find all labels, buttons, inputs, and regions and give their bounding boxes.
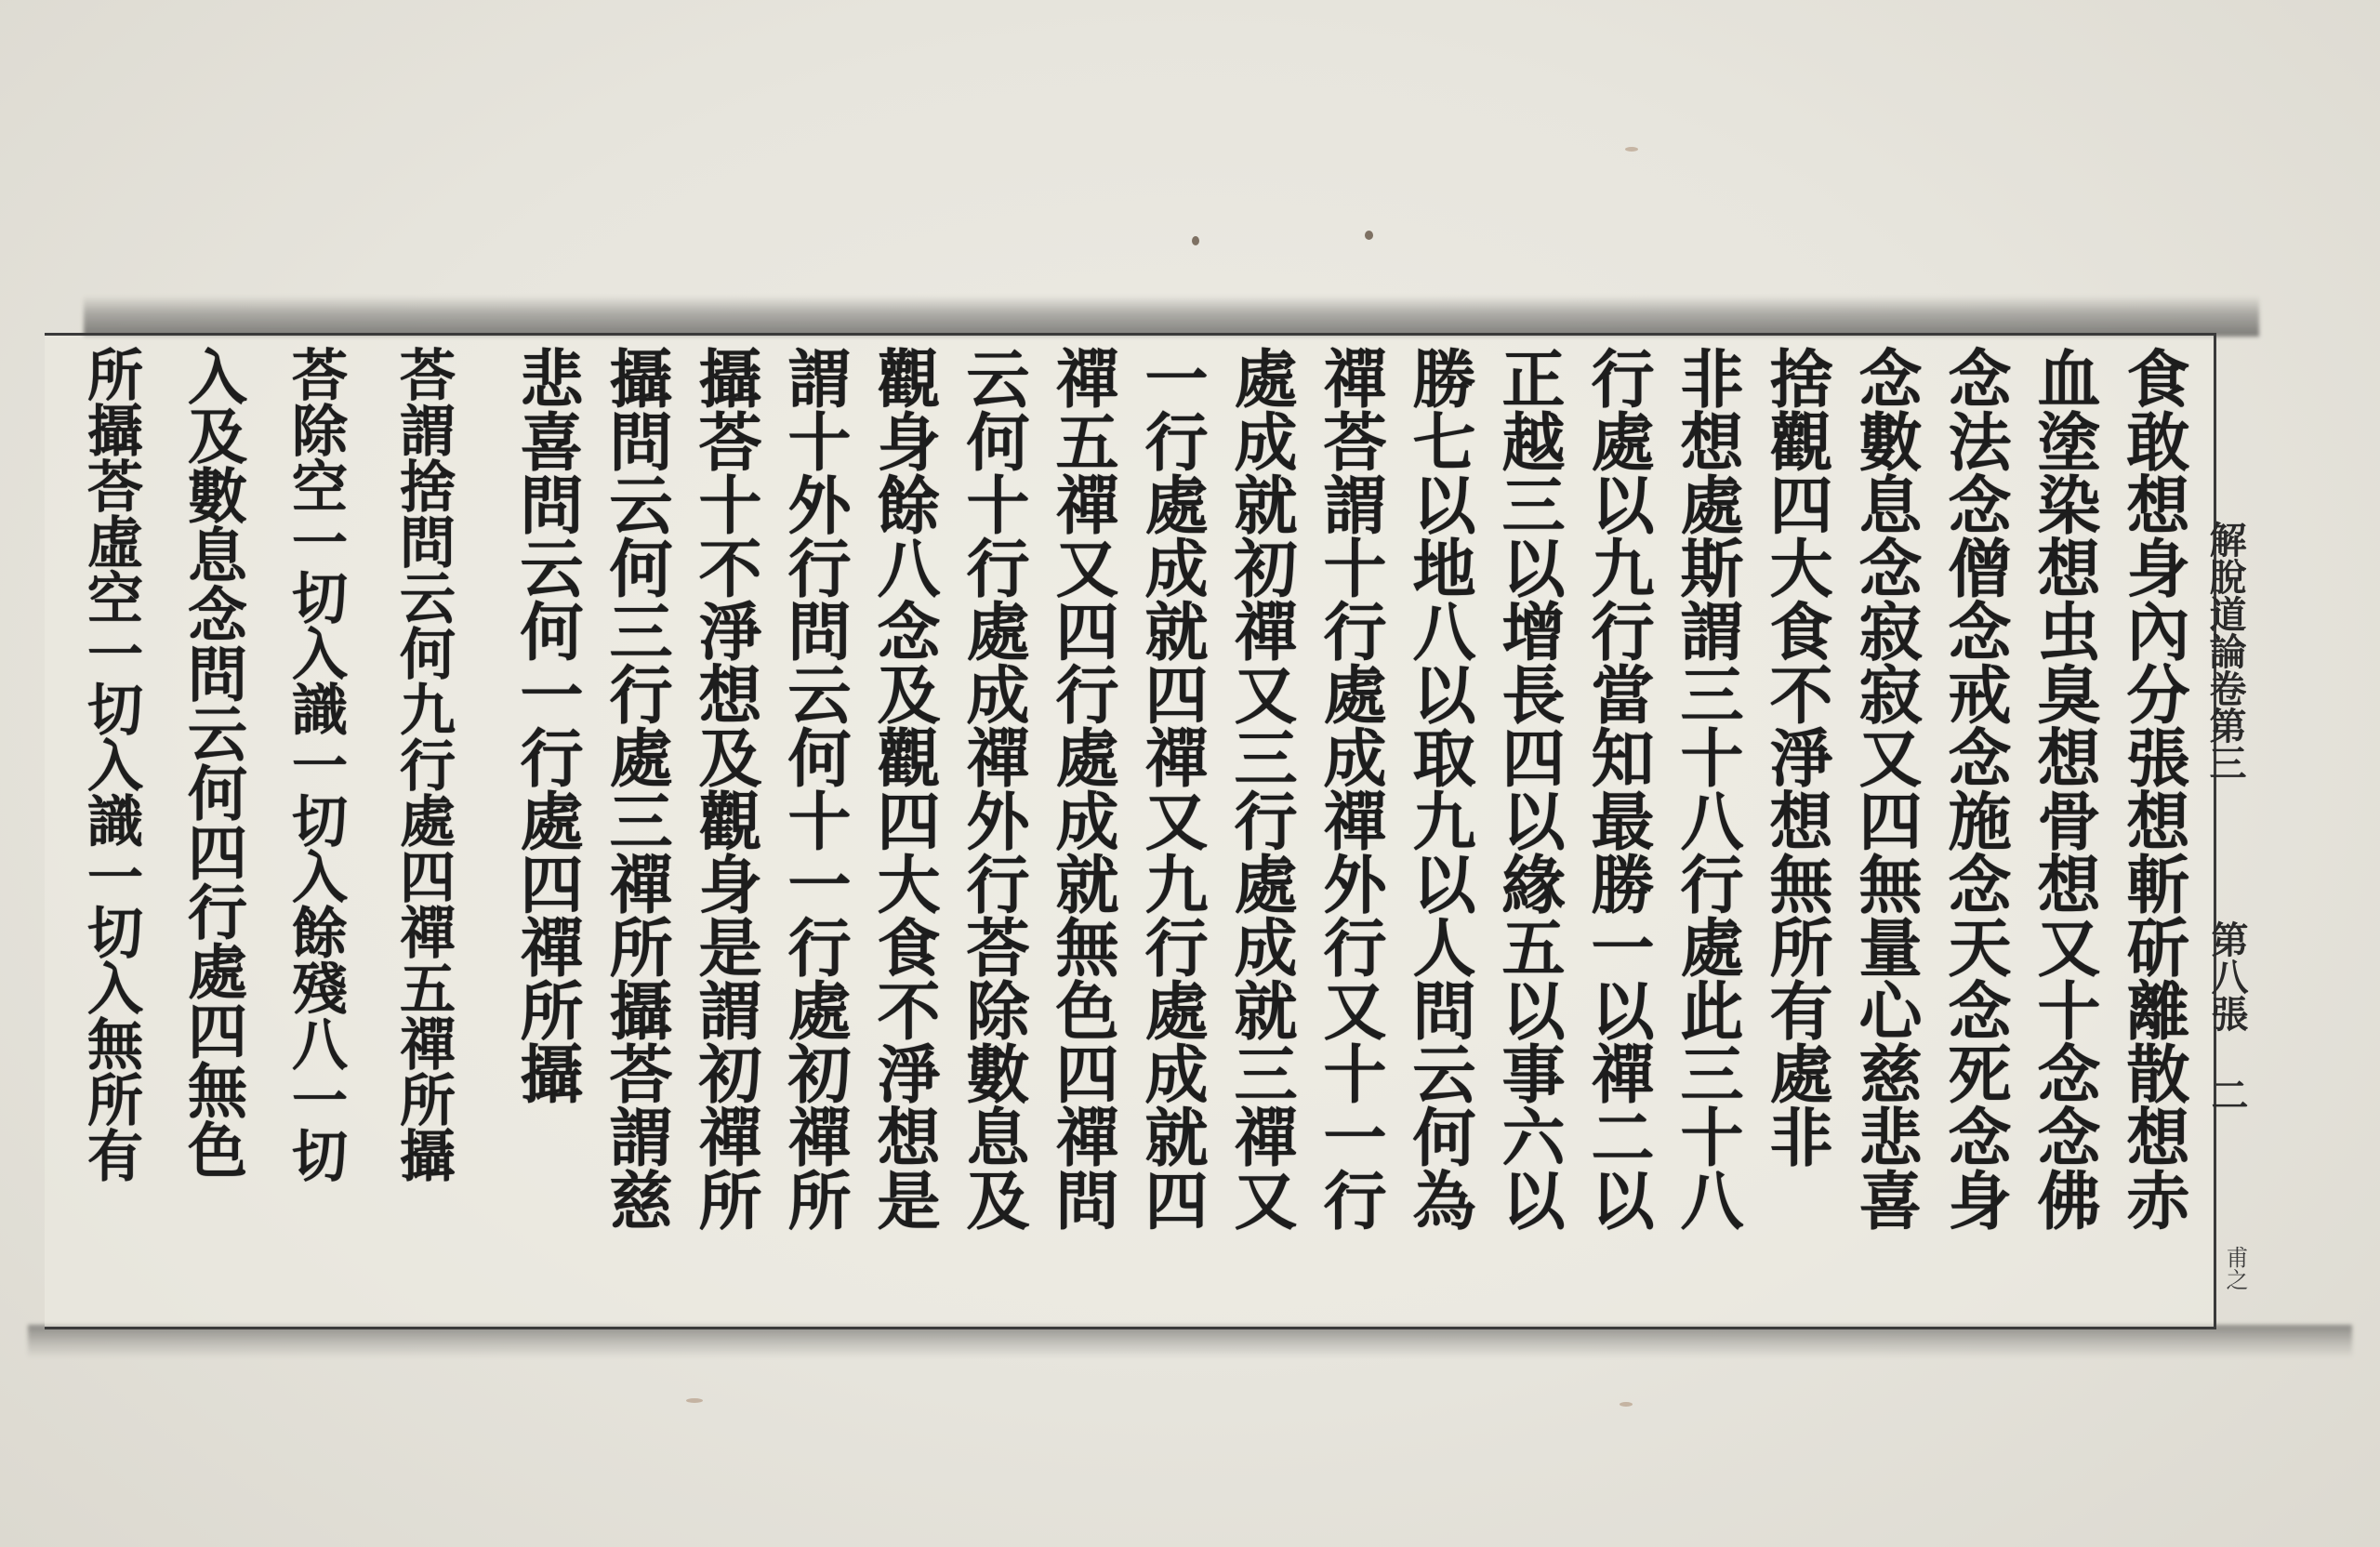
text-column-12: 一行處成就四禪又九行處成就四 — [1134, 346, 1209, 1231]
text-column-19: 悲喜問云何一行處四禪所攝 — [509, 346, 584, 1104]
ink-bleed-top — [84, 296, 2259, 337]
text-column-18: 攝問云何三行處三禪所攝荅謂慈 — [599, 346, 673, 1231]
text-column-7: 行處以九行當知最勝一以禪二以 — [1580, 346, 1655, 1231]
text-column-21: 荅除空一切入識一切入餘殘八一切 — [283, 346, 348, 1183]
text-column-6: 非想處斯謂三十八行處此三十八 — [1670, 346, 1744, 1231]
text-column-17: 攝荅十不淨想及觀身是謂初禪所 — [688, 346, 762, 1231]
text-column-5: 捨觀四大食不淨想無所有處非 — [1759, 346, 1833, 1168]
text-column-9: 勝七以地八以取九以人問云何為 — [1402, 346, 1476, 1231]
margin-folio: 第八張 二 — [2205, 920, 2249, 1113]
text-column-20: 荅謂捨問云何九行處四禪五禪所攝 — [390, 346, 456, 1183]
paper-stain — [686, 1398, 703, 1403]
text-column-3: 念法念僧念戒念施念天念死念身 — [1937, 346, 2012, 1231]
ink-spot — [1192, 236, 1199, 245]
ink-spot — [1365, 231, 1373, 240]
text-column-10: 禪荅謂十行處成禪外行又十一行 — [1313, 346, 1387, 1231]
text-column-4: 念數息念寂寂又四無量心慈悲喜 — [1848, 346, 1923, 1231]
text-column-2: 血塗染想虫臭想骨想又十念念佛 — [2027, 346, 2101, 1231]
paper-stain — [1625, 147, 1638, 152]
margin-title: 解脫道論卷第三 — [2203, 521, 2247, 781]
paper-stain — [1620, 1402, 1633, 1407]
text-column-13: 禪五禪又四行處成就無色四禪問 — [1045, 346, 1119, 1231]
text-column-11: 處成就初禪又三行處成就三禪又 — [1223, 346, 1298, 1231]
text-column-1: 食敢想身內分張想斬斫離散想赤 — [2116, 346, 2190, 1231]
text-column-8: 正越三以增長四以緣五以事六以 — [1491, 346, 1566, 1231]
ink-bleed-bottom — [28, 1325, 2352, 1358]
text-column-22: 入及數息念問云何四行處四無色 — [178, 346, 247, 1179]
text-column-15: 觀身餘八念及觀四大食不淨想是 — [866, 346, 941, 1231]
text-column-23: 所攝荅虛空一切入識一切入無所有 — [78, 346, 143, 1183]
text-column-14: 云何十行處成禪外行荅除數息及 — [956, 346, 1030, 1231]
carver-mark: 甫之 — [2222, 1246, 2248, 1290]
text-column-16: 謂十外行問云何十一行處初禪所 — [777, 346, 852, 1231]
